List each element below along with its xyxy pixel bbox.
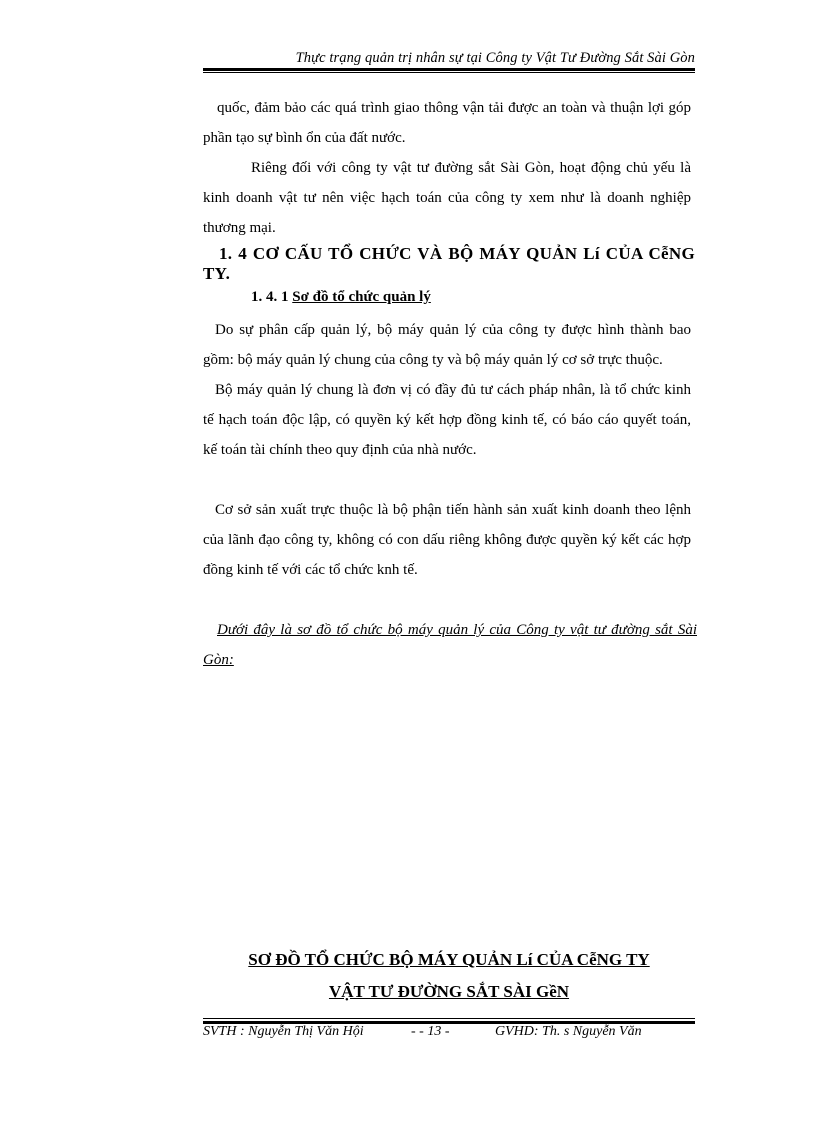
- page-number: - - 13 -: [411, 1024, 450, 1039]
- paragraph-management-levels: Do sự phân cấp quản lý, bộ máy quản lý của công ty được hình thành bao gồm: bộ máy quản lý chung của công ty và bộ máy quản lý cơ sở trực thuộc.: [203, 322, 691, 368]
- header-rule-thick: [203, 68, 695, 71]
- footer-student: SVTH : Nguyễn Thị Văn Hội: [203, 1024, 364, 1039]
- paragraph-production-units: Cơ sở sản xuất trực thuộc là bộ phận tiến hành sản xuất kinh doanh theo lệnh của lãnh đạo công ty, không có con dấu riêng không được quyền ký kết các hợp đồng kinh tế với các tổ chức knh tế.: [203, 502, 691, 578]
- paragraph-continuation: quốc, đảm bảo các quá trình giao thông vận tải được an toàn và thuận lợi góp phần tạo sự bình ổn của đất nước.: [203, 100, 691, 146]
- subsection-number: 1. 4. 1: [251, 289, 289, 305]
- org-chart-title-line2: VẬT TƯ ĐƯỜNG SẮT SÀI GềN: [328, 982, 570, 1001]
- footer-advisor: GVHD: Th. s Nguyễn Văn: [495, 1024, 642, 1039]
- org-chart-title-line1: SƠ ĐỒ TỔ CHỨC BỘ MÁY QUẢN Lí CỦA CễNG TY: [248, 950, 650, 969]
- org-chart-intro: Dưới đây là sơ đồ tổ chức bộ máy quản lý của Công ty vật tư đường sắt Sài Gòn:: [203, 622, 697, 668]
- subsection-label: Sơ đồ tổ chức quản lý: [292, 289, 431, 305]
- subsection-heading: [251, 289, 431, 306]
- running-header: Thực trạng quản trị nhân sự tại Công ty Vật Tư Đường Sắt Sài Gòn: [295, 50, 695, 66]
- paragraph-general-management: Bộ máy quản lý chung là đơn vị có đầy đủ tư cách pháp nhân, là tổ chức kinh tế hạch toán độc lập, có quyền ký kết hợp đồng kinh tế, có báo cáo quyết toán, kế toán tài chính theo quy định của nhà nước.: [203, 382, 691, 458]
- footer-rule-thin: [203, 1018, 695, 1019]
- paragraph-railway-company: Riêng đối với công ty vật tư đường sắt Sài Gòn, hoạt động chủ yếu là kinh doanh vật tư nên việc hạch toán của công ty xem như là doanh nghiệp thương mại.: [203, 160, 691, 236]
- header-rule-thin: [203, 72, 695, 73]
- section-heading: 1. 4 CƠ CẤU TỔ CHỨC VÀ BỘ MÁY QUẢN Lí CỦA CễNG TY.: [203, 244, 695, 283]
